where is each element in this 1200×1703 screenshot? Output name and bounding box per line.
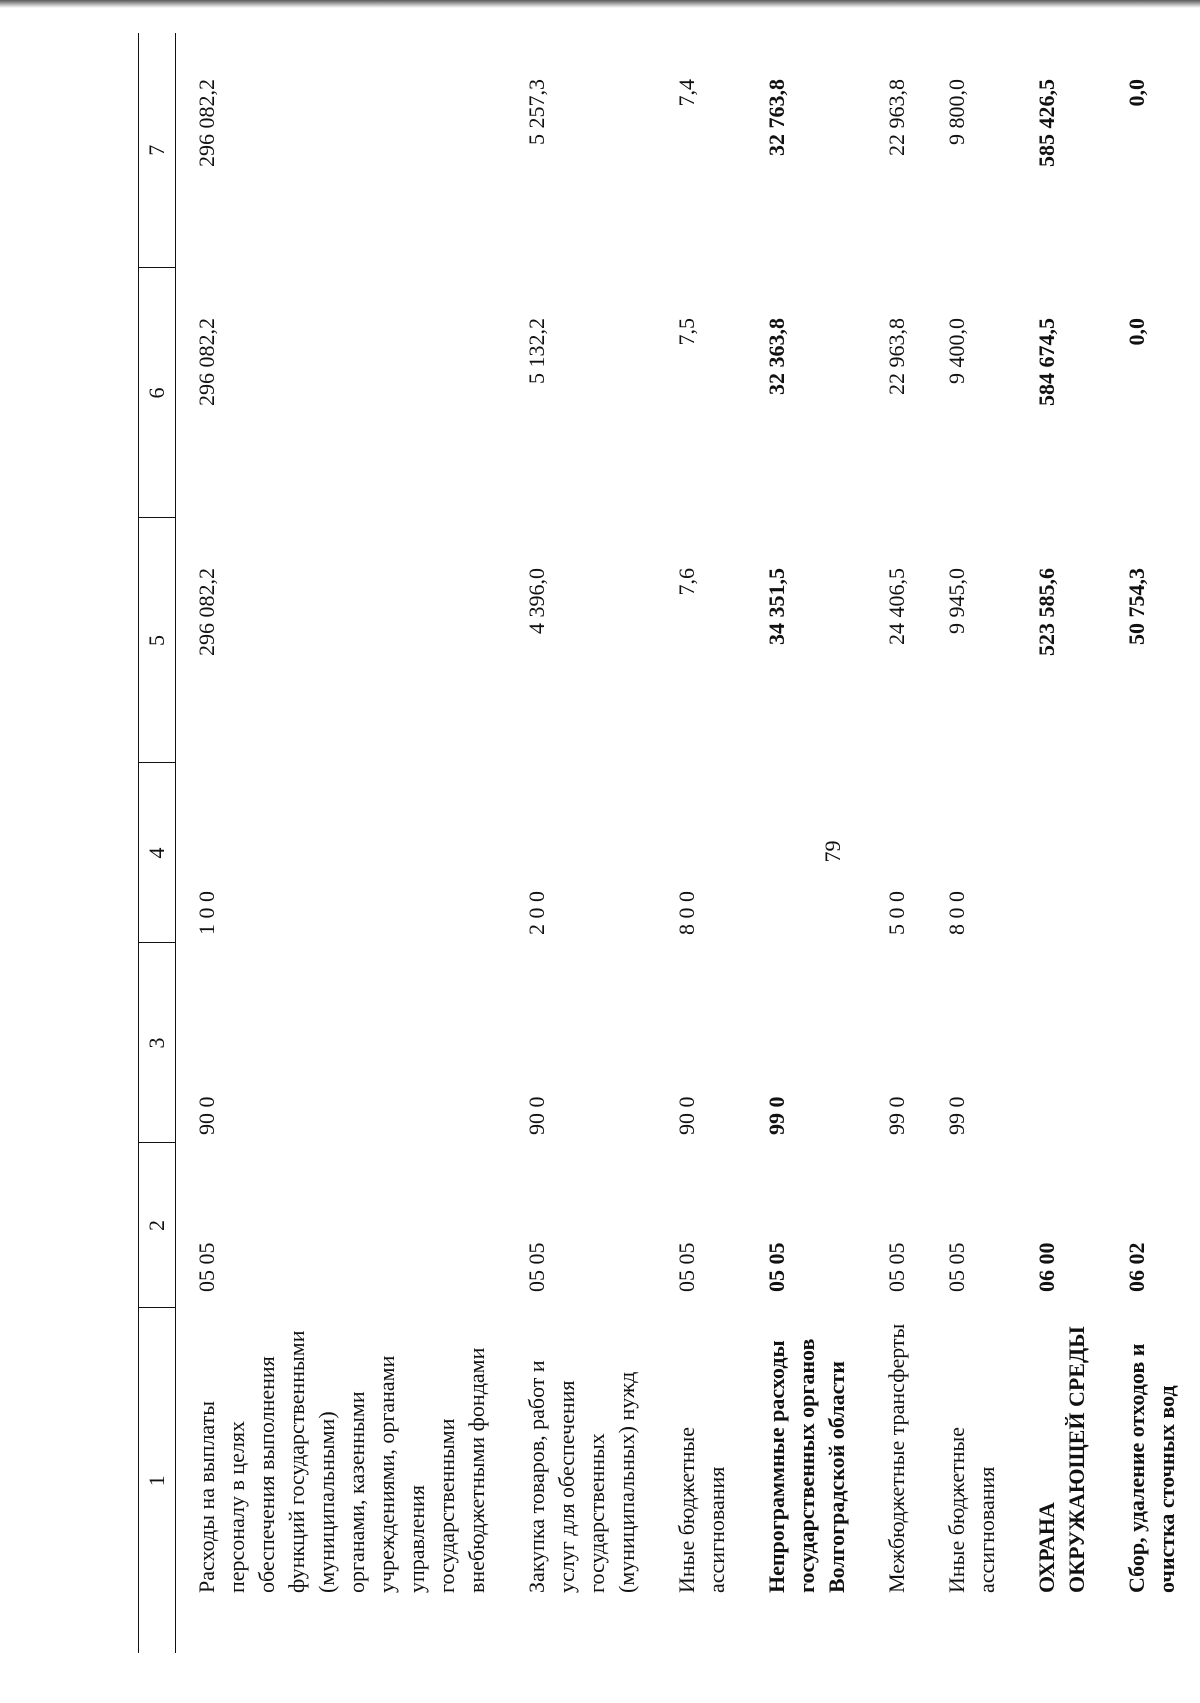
row-value-7: 32 763,8: [764, 79, 789, 156]
row-section-code: 05 05: [674, 1242, 699, 1292]
row-target-code: 90 0: [524, 1096, 549, 1135]
row-value-7: 0,0: [1124, 79, 1149, 107]
row-value-5: 9 945,0: [944, 568, 969, 634]
row-section-code: 05 05: [194, 1242, 219, 1292]
column-header-2: 2: [139, 1143, 176, 1308]
table-row-subtotal: [1106, 33, 1196, 1653]
row-value-5: 24 406,5: [884, 568, 909, 645]
table-row: [656, 33, 746, 1653]
table-row-subtotal: [746, 33, 866, 1653]
row-name: ОХРАНА ОКРУЖАЮЩЕЙ СРЕДЫ: [1034, 1326, 1089, 1593]
row-section-code: 05 05: [524, 1242, 549, 1292]
row-value-5: 296 082,2: [194, 568, 219, 656]
row-name: Непрограммные расходы государственных органов Волгоградской области: [764, 1338, 849, 1593]
row-expense-type: [746, 763, 866, 943]
row-value-7: 7,4: [674, 79, 699, 107]
row-target-code: [1106, 943, 1196, 1143]
row-target-code: [1016, 943, 1106, 1143]
table-row: [866, 33, 926, 1653]
table-row: [506, 33, 656, 1653]
row-name: Сбор, удаление отходов и очистка сточных вод: [1124, 1343, 1179, 1593]
row-value-6: 9 400,0: [944, 318, 969, 384]
row-expense-type: 2 0 0: [524, 891, 549, 935]
row-target-code: 90 0: [674, 1096, 699, 1135]
row-section-code: 06 02: [1124, 1242, 1149, 1292]
row-value-5: 50 754,3: [1124, 568, 1149, 645]
column-header-5: 5: [139, 518, 176, 763]
row-target-code: 99 0: [884, 1096, 909, 1135]
budget-table: [138, 33, 1196, 1653]
row-value-7: 585 426,5: [1034, 79, 1059, 167]
column-header-3: 3: [139, 943, 176, 1143]
row-value-5: 34 351,5: [764, 568, 789, 645]
table-row: [176, 33, 507, 1653]
row-value-7: 9 800,0: [944, 79, 969, 145]
row-value-5: 7,6: [674, 568, 699, 596]
row-expense-type: 8 0 0: [944, 891, 969, 935]
page-number: 79: [820, 840, 845, 863]
row-value-6: 584 674,5: [1034, 318, 1059, 406]
table-row: [926, 33, 1016, 1653]
row-target-code: 99 0: [764, 1096, 789, 1135]
row-value-5: 523 585,6: [1034, 568, 1059, 656]
row-value-6: 296 082,2: [194, 318, 219, 406]
row-value-6: 22 963,8: [884, 318, 909, 395]
row-target-code: 99 0: [944, 1096, 969, 1135]
table-row-section-total: [1016, 33, 1106, 1653]
row-value-6: 5 132,2: [524, 318, 549, 384]
row-section-code: 05 05: [884, 1242, 909, 1292]
row-name: Межбюджетные трансферты: [884, 1323, 909, 1593]
column-header-4: 4: [139, 763, 176, 943]
row-section-code: 05 05: [764, 1242, 789, 1292]
column-header-7: 7: [139, 33, 176, 268]
row-value-7: 296 082,2: [194, 79, 219, 167]
row-name: Иные бюджетные ассигнования: [674, 1426, 729, 1593]
header-row: [139, 33, 176, 1653]
row-value-6: 7,5: [674, 318, 699, 346]
row-value-6: 0,0: [1124, 318, 1149, 346]
row-expense-type: 8 0 0: [674, 891, 699, 935]
row-expense-type: [1016, 763, 1106, 943]
row-value-7: 5 257,3: [524, 79, 549, 145]
row-section-code: 05 05: [944, 1242, 969, 1292]
row-value-7: 22 963,8: [884, 79, 909, 156]
row-section-code: 06 00: [1034, 1242, 1059, 1292]
row-value-5: 4 396,0: [524, 568, 549, 634]
row-name: Закупка товаров, работ и услуг для обеспечения государственных (муниципальных) нужд: [524, 1360, 639, 1593]
row-expense-type: 1 0 0: [194, 891, 219, 935]
row-expense-type: [1106, 763, 1196, 943]
column-header-1: 1: [139, 1308, 176, 1653]
row-expense-type: 5 0 0: [884, 891, 909, 935]
row-target-code: 90 0: [194, 1096, 219, 1135]
row-name: Расходы на выплаты персоналу в целях обеспечения выполнения функций государственными (муниципальными) органами, казенными учреждениями, органами управления государственными внебюджетными фондами: [194, 1330, 489, 1593]
row-name: Иные бюджетные ассигнования: [944, 1426, 999, 1593]
column-header-6: 6: [139, 268, 176, 518]
row-value-6: 32 363,8: [764, 318, 789, 395]
